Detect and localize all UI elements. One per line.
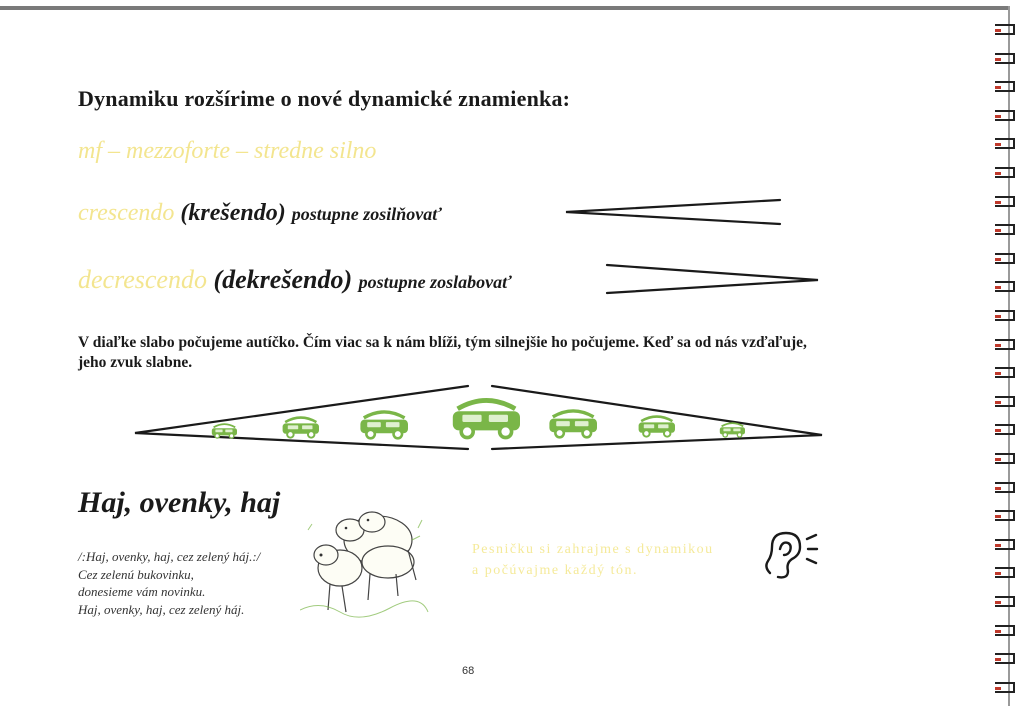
crescendo-hairpin-icon: [566, 200, 780, 224]
song-title: Haj, ovenky, haj: [78, 486, 281, 519]
decrescendo-meaning: postupne zoslabovať: [358, 272, 512, 292]
ear-icon: [760, 525, 820, 585]
decrescendo-term: decrescendo: [78, 265, 207, 294]
crescendo-term: crescendo: [78, 200, 175, 226]
lyric-line: Haj, ovenky, haj, cez zelený háj.: [78, 601, 245, 617]
car-icon: [210, 421, 239, 439]
sheep-illustration: [300, 500, 430, 620]
car-icon: [718, 420, 747, 438]
car-icon: [357, 406, 411, 440]
tip-line: a počúvajme každý tón.: [472, 563, 638, 578]
crescendo-meaning: postupne zosilňovať: [291, 204, 442, 224]
car-icon: [448, 392, 525, 440]
car-icon: [280, 413, 322, 439]
page-heading: Dynamiku rozšírime o nové dynamické znamienka:: [78, 86, 571, 111]
crescendo-pronunciation: (krešendo): [180, 200, 286, 226]
lyric-line: /:Haj, ovenky, haj, cez zelený háj.:/: [78, 549, 261, 564]
tip-line: Pesničku si zahrajme s dynamikou: [472, 542, 714, 557]
mezzoforte-definition: mf – mezzoforte – stredne silno: [78, 138, 377, 164]
decrescendo-hairpin-icon: [607, 265, 818, 293]
lyric-line: Cez zelenú bukovinku,: [78, 566, 194, 582]
decrescendo-pronunciation: (dekrešendo): [213, 265, 353, 294]
car-icon: [636, 412, 678, 438]
lyric-line: donesieme vám novinku.: [78, 584, 206, 599]
tip-text: [472, 539, 752, 581]
car-icon: [546, 405, 600, 439]
song-lyrics: [78, 548, 260, 618]
car-story-text: V diaľke slabo počujeme autíčko. Čím viac sa k nám blíži, tým silnejšie ho počujeme. Keď sa od nás vzďaľuje, jeho zvuk slabne.: [78, 334, 807, 371]
page-number: 68: [462, 665, 475, 677]
